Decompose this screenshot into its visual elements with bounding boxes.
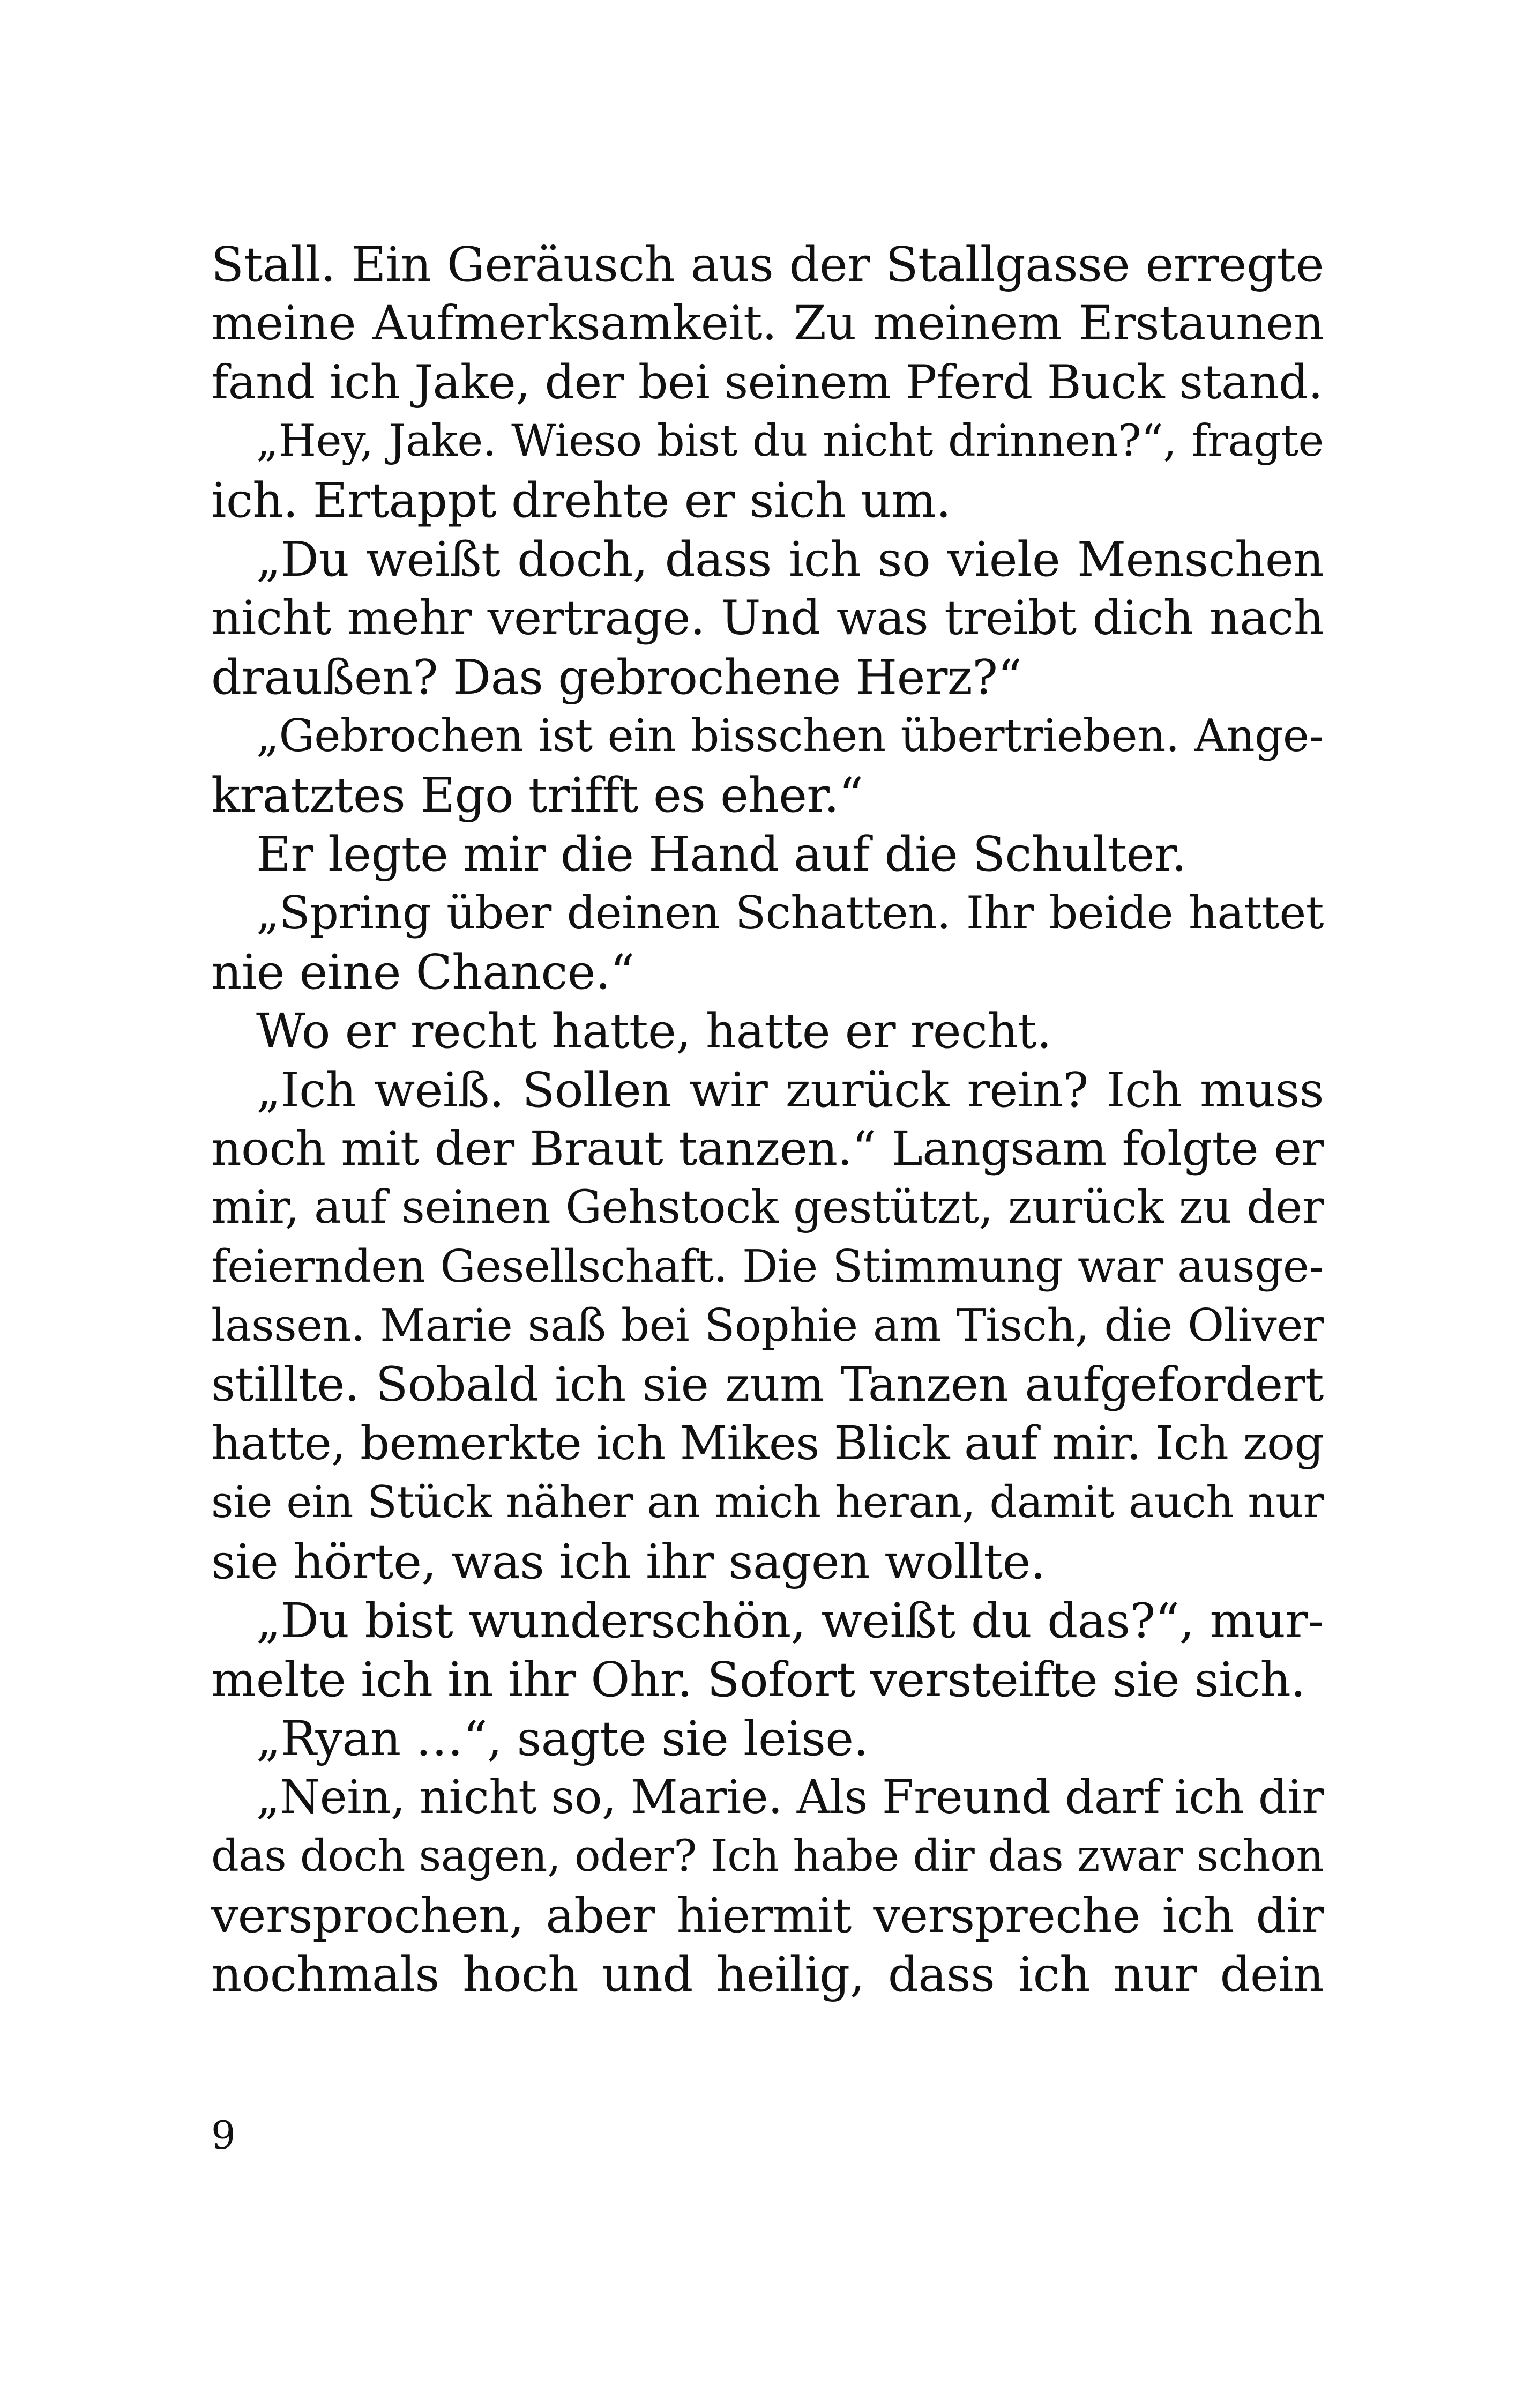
text-line: stillte. Sobald ich sie zum Tanzen aufgefordert [211,1357,1324,1412]
text-line: „Ryan …“, sagte sie leise. [256,1711,869,1766]
text-line: „Spring über deinen Schatten. Ihr beide hattet [256,887,1324,939]
text-line: nochmals hoch und heilig, dass ich nur dein [211,1946,1324,2002]
text-line: mir, auf seinen Gehstock gestützt, zurück zu der [211,1181,1324,1234]
text-line: das doch sagen, oder? Ich habe dir das zwar schon [211,1831,1324,1882]
text-line: melte ich in ihr Ohr. Sofort versteifte sie sich. [211,1652,1306,1707]
body-text [211,235,1324,2004]
text-line: ich. Ertappt drehte er sich um. [211,472,951,528]
text-line: hatte, bemerkte ich Mikes Blick auf mir. Ich zog [211,1417,1324,1470]
text-line: lassen. Marie saß bei Sophie am Tisch, die Oliver [211,1299,1324,1351]
text-line: noch mit der Braut tanzen.“ Langsam folgte er [211,1121,1324,1176]
text-line: „Nein, nicht so, Marie. Als Freund darf ich dir [256,1771,1324,1824]
text-line: nicht mehr vertrage. Und was treibt dich nach [211,590,1324,645]
text-line: „Ich weiß. Sollen wir zurück rein? Ich muss [256,1062,1324,1118]
text-line: Er legte mir die Hand auf die Schulter. [256,826,1186,882]
text-line: „Du weißt doch, dass ich so viele Menschen [256,531,1324,587]
text-line: „Du bist wunderschön, weißt du das?“, mur- [256,1593,1324,1648]
text-line: Wo er recht hatte, hatte er recht. [256,1003,1052,1059]
text-line: „Gebrochen ist ein bisschen übertrieben. Ange- [256,710,1324,762]
page-number: 9 [211,2113,236,2158]
text-line: feiernden Gesellschaft. Die Stimmung war ausge- [211,1240,1324,1292]
text-line: sie hörte, was ich ihr sagen wollte. [211,1534,1046,1589]
text-line: draußen? Das gebrochene Herz?“ [211,649,1022,705]
text-line: meine Aufmerksamkeit. Zu meinem Erstaunen [211,295,1324,351]
text-line: Stall. Ein Geräusch aus der Stallgasse erregte [211,236,1324,292]
text-line: kratztes Ego trifft es eher.“ [211,767,863,823]
text-line: nie eine Chance.“ [211,944,634,1000]
text-line: „Hey, Jake. Wieso bist du nicht drinnen?“, fragte [256,416,1324,466]
text-line: sie ein Stück näher an mich heran, damit auch nur [211,1477,1324,1528]
text-line: fand ich Jake, der bei seinem Pferd Buck stand. [211,355,1323,410]
text-line: versprochen, aber hiermit verspreche ich dir [211,1887,1324,1943]
